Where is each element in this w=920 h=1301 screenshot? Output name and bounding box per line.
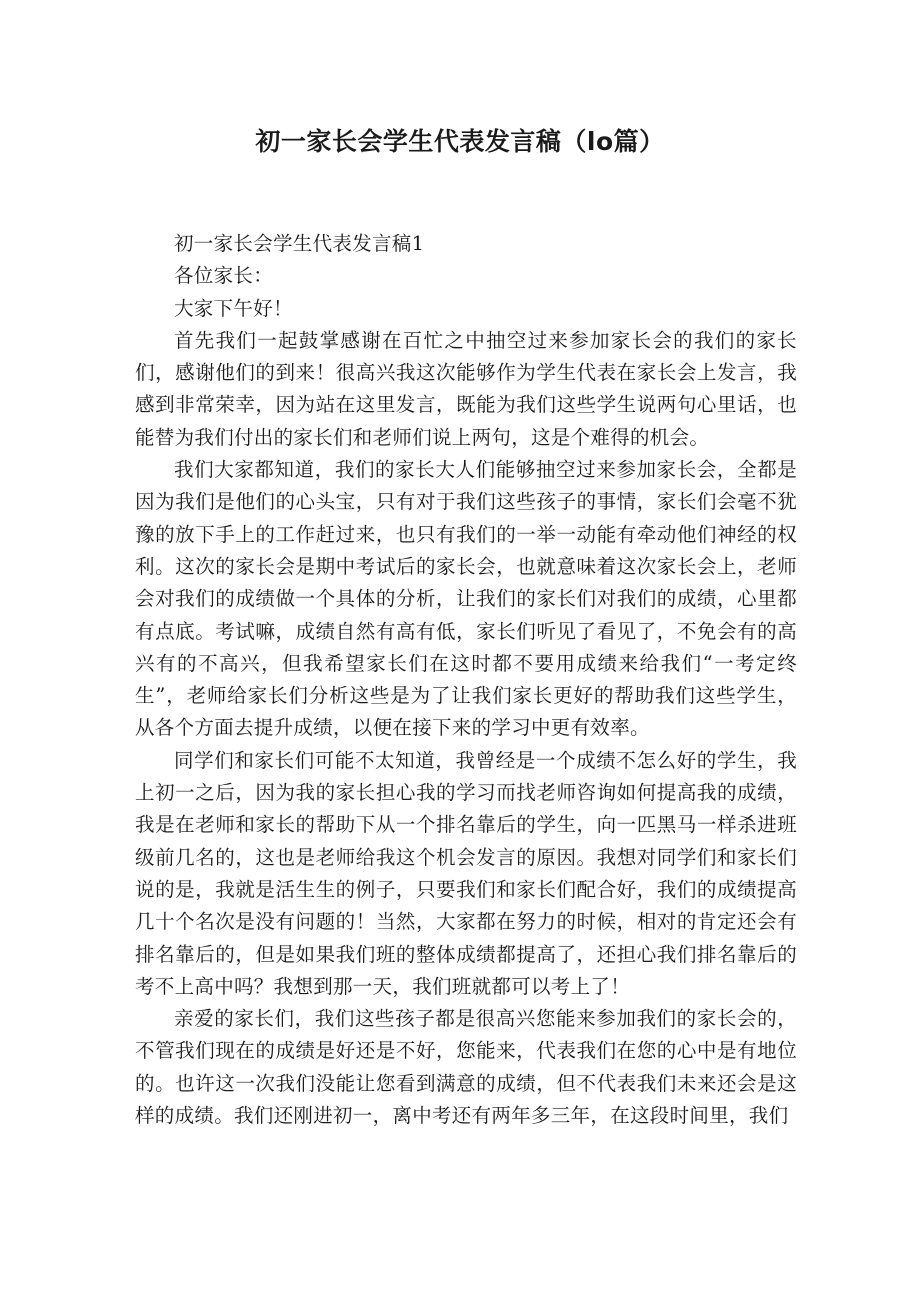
body-paragraph: 我们大家都知道，我们的家长大人们能够抽空过来参加家长会，全都是因为我们是他们的心头宝，只有对于我们这些孩子的事情，家长们会毫不犹豫的放下手上的工作赶过来，也只有我们的一举一动能有牵动他们神经的权利。这次的家长会是期中考试后的家长会，也就意味着这次家长会上，老师会对我们的成绩做一个具体的分析，让我们的家长们对我们的成绩，心里都有点底。考试嘛，成绩自然有高有低，家长们听见了看见了，不免会有的高兴有的不高兴，但我希望家长们在这时都不要用成绩来给我们“一考定终生”，老师给家长们分析这些是为了让我们家长更好的帮助我们这些学生，从各个方面去提升成绩，以便在接下来的学习中更有效率。 [135, 458, 797, 740]
greeting: 大家下午好！ [174, 296, 293, 320]
document-title: 初一家长会学生代表发言稿（lo篇） [255, 127, 665, 156]
document-body [135, 228, 797, 1132]
speech-heading: 初一家长会学生代表发言稿1 [174, 232, 425, 255]
body-paragraph: 亲爱的家长们，我们这些孩子都是很高兴您能来参加我们的家长会的，不管我们现在的成绩是好还是不好，您能来，代表我们在您的心中是有地位的。也许这一次我们没能让您看到满意的成绩，但不代表我们未来还会是这样的成绩。我们还刚进初一，离中考还有两年多三年，在这段时间里，我们 [135, 1007, 797, 1128]
body-paragraph: 首先我们一起鼓掌感谢在百忙之中抽空过来参加家长会的我们的家长们，感谢他们的到来！很高兴我这次能够作为学生代表在家长会上发言，我感到非常荣幸，因为站在这里发言，既能为我们这些学生说两句心里话，也能替为我们付出的家长们和老师们说上两句，这是个难得的机会。 [135, 328, 797, 449]
body-paragraph: 同学们和家长们可能不太知道，我曾经是一个成绩不怎么好的学生，我上初一之后，因为我的家长担心我的学习而找老师咨询如何提高我的成绩，我是在老师和家长的帮助下从一个排名靠后的学生，向一匹黑马一样杀进班级前几名的，这也是老师给我这个机会发言的原因。我想对同学们和家长们说的是，我就是活生生的例子，只要我们和家长们配合好，我们的成绩提高几十个名次是没有问题的！当然，大家都在努力的时候，相对的肯定还会有排名靠后的，但是如果我们班的整体成绩都提高了，还担心我们排名靠后的考不上高中吗？我想到那一天，我们班就都可以考上了！ [135, 748, 797, 998]
salutation: 各位家长： [174, 264, 274, 288]
